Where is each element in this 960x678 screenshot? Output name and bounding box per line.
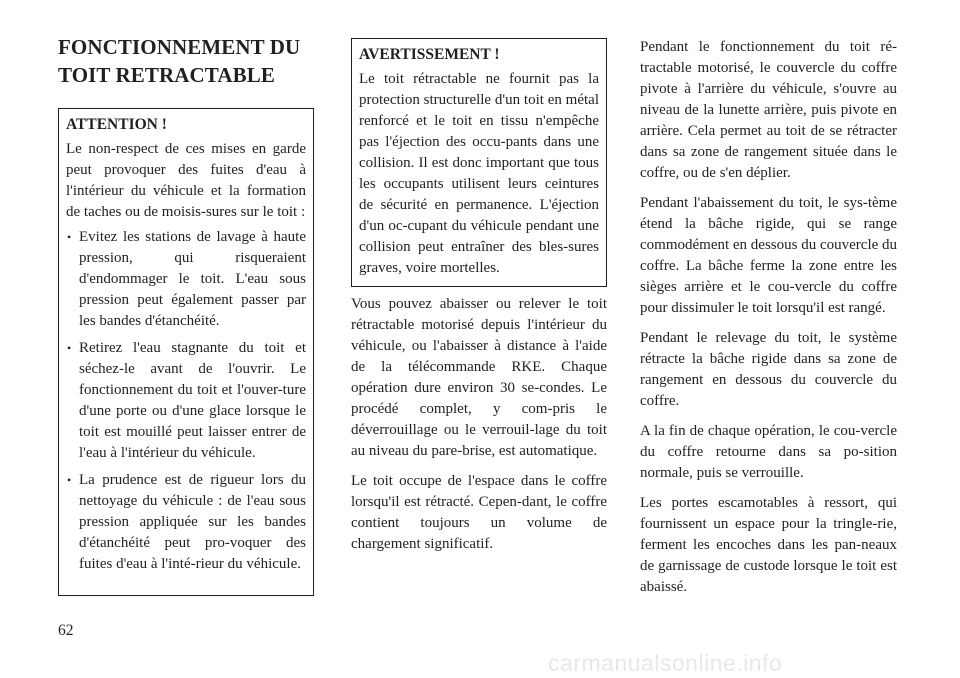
warning-text: Le toit rétractable ne fournit pas la protection structurelle d'un toit en métal renforcé et le toit en tissu n'empêche pas l'éjection des occu-pants dans une collision. Il est donc important que tous les occupants utilisent leurs ceintures de sécurité en permanence. L'éjection d'un oc-cupant du véhicule pendant une collision peut entraîner des bles-sures graves, voire mortelles.: [359, 71, 599, 276]
attention-bullet-text: Retirez l'eau stagnante du toit et séchez-le avant de l'ouvrir. Le fonctionnement du toit et l'ouver-ture d'une porte ou d'une glace lorsque le toit est mouillé peut laisser entrer de l'eau à l'intérieur du véhicule.: [79, 340, 306, 461]
column2-body: [351, 294, 607, 564]
paragraph: Le toit occupe de l'espace dans le coffre lorsqu'il est rétracté. Cepen-dant, le coffre contient toujours un volume de chargement significatif.: [351, 473, 607, 552]
bullet-icon: •: [67, 473, 72, 487]
section-title: [58, 33, 318, 89]
attention-bullet-text: La prudence est de rigueur lors du nettoyage du véhicule : de l'eau sous pression appliquée sur les bandes d'étanchéité peut pro-voquer des fuites d'eau à l'inté-rieur du véhicule.: [79, 472, 306, 572]
warning-box: [351, 38, 607, 287]
list-item: [66, 338, 306, 464]
paragraph: A la fin de chaque opération, le cou-vercle du coffre retourne dans sa po-sition normale, puis se verrouille.: [640, 423, 897, 481]
bullet-icon: •: [67, 230, 72, 244]
attention-box: [58, 108, 314, 596]
paragraph: Les portes escamotables à ressort, qui fournissent un espace pour la tringle-rie, ferment les encoches dans les pan-neaux de garnissage de custode lorsque le toit est abaissé.: [640, 495, 897, 595]
paragraph: Pendant l'abaissement du toit, le sys-tème étend la bâche rigide, qui se range commodément en dessous du couvercle du coffre. La bâche ferme la zone entre les sièges arrière et le cou-vercle du coffre pour dissimuler le toit lorsqu'il est rangé.: [640, 195, 898, 316]
section-title-line1: FONCTIONNEMENT DU: [58, 35, 301, 59]
column3-body: [640, 37, 897, 607]
attention-intro: Le non-respect de ces mises en garde peut provoquer des fuites d'eau à l'intérieur du véhicule et la formation de taches ou de moisis-sures sur le toit :: [66, 141, 306, 220]
warning-title: AVERTISSEMENT !: [359, 46, 500, 63]
attention-bullet-list: [66, 227, 306, 575]
list-item: [66, 227, 306, 332]
paragraph: Pendant le fonctionnement du toit ré-tractable motorisé, le couvercle du coffre pivote à l'arrière du véhicule, s'ouvre au niveau de la lunette arrière, puis pivote en arrière. Cela permet au toit de se rétracter dans sa zone de rangement située dans le coffre, ou de s'en déplier.: [640, 39, 897, 181]
page-number: 62: [58, 622, 74, 639]
paragraph: Vous pouvez abaisser ou relever le toit rétractable motorisé depuis l'intérieur du véhicule, ou l'abaisser à distance à l'aide de la télécommande RKE. Chaque opération dure environ 30 se-condes. Le procédé complet, y com-pris le déverrouillage ou le verrouil-lage du toit au niveau du pare-brise, est automatique.: [351, 296, 607, 459]
list-item: [66, 470, 306, 575]
attention-bullet-text: Evitez les stations de lavage à haute pression, qui risqueraient d'endommager le toit. L'eau sous pression peut également passer par les bandes d'étanchéité.: [79, 229, 306, 329]
attention-title: ATTENTION !: [66, 116, 167, 133]
bullet-icon: •: [67, 341, 72, 355]
watermark: carmanualsonline.info: [548, 650, 783, 676]
section-title-line2: TOIT RETRACTABLE: [58, 63, 275, 87]
paragraph: Pendant le relevage du toit, le système rétracte la bâche rigide dans sa zone de rangement en dessous du couvercle du coffre.: [640, 330, 897, 409]
